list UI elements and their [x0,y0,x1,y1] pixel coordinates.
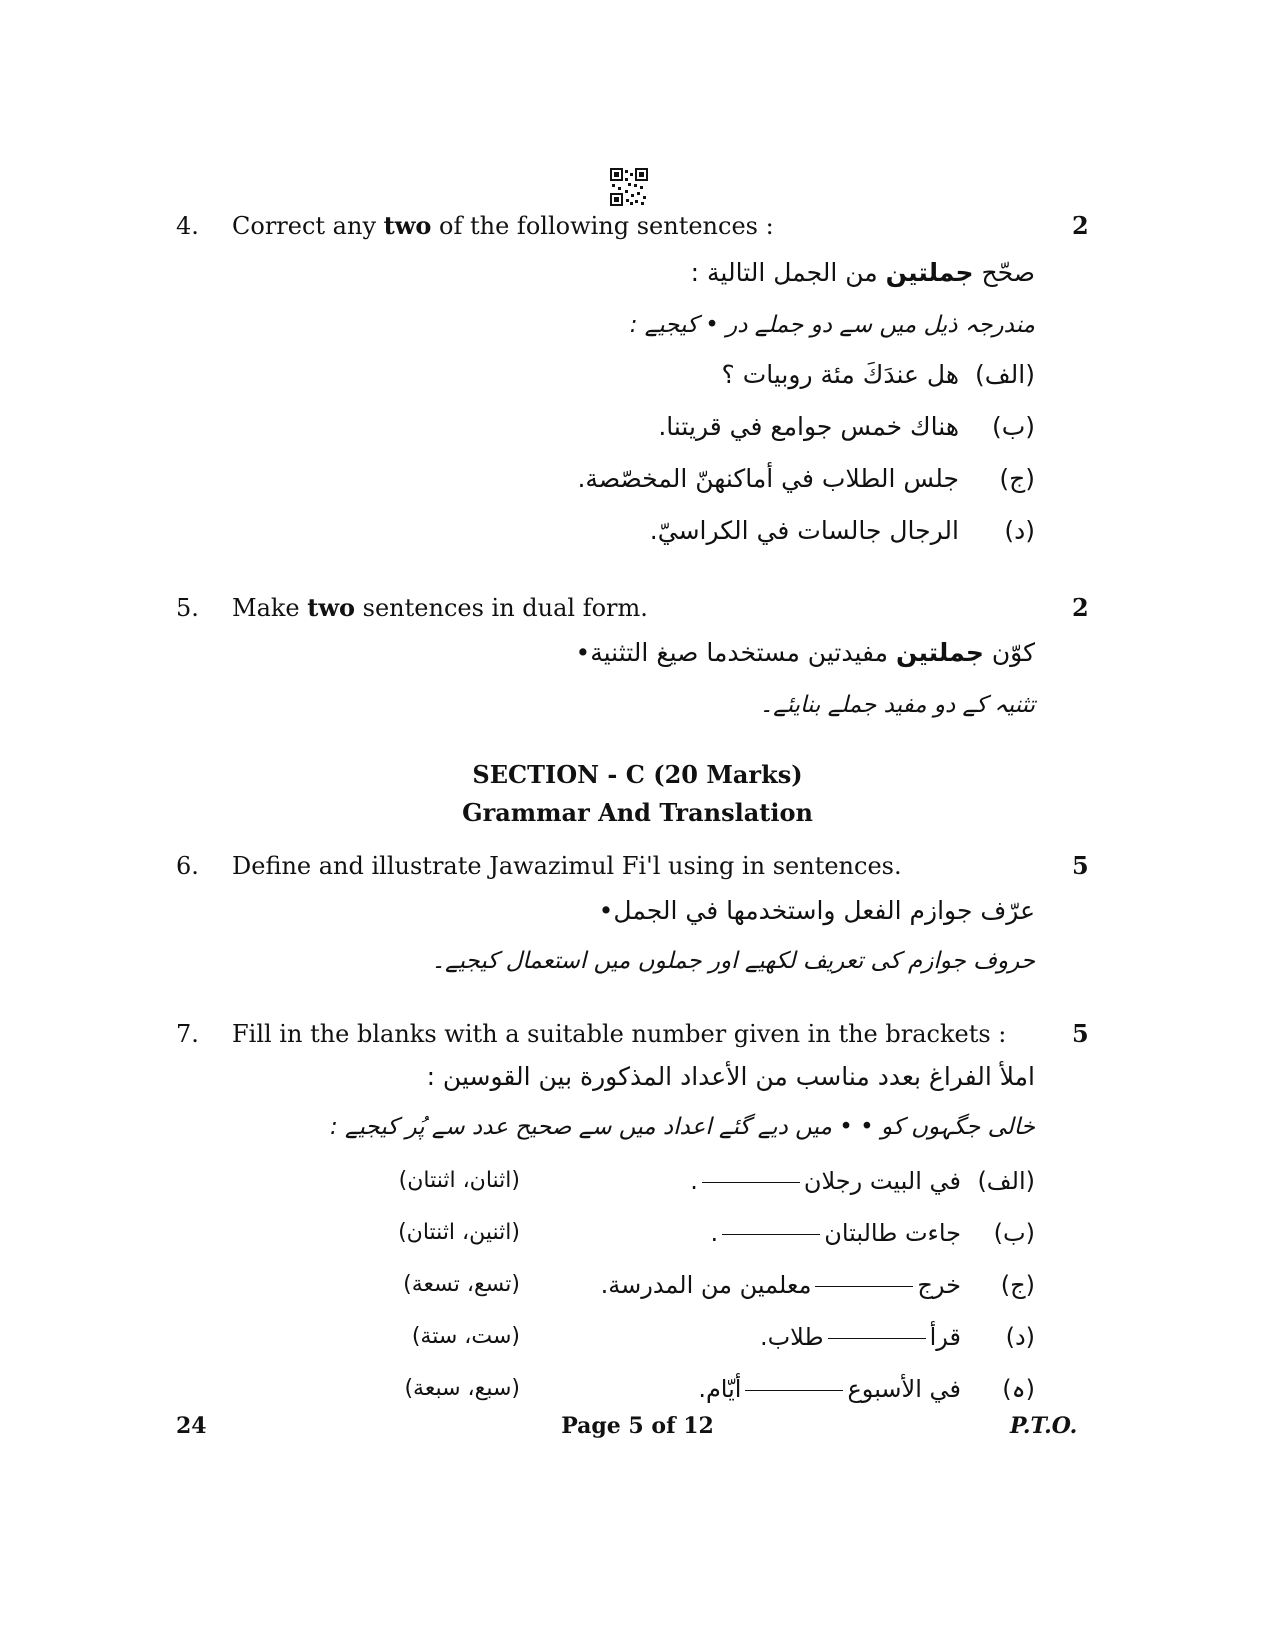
q7-number: 7. [176,1020,199,1048]
q4-option: (د)الرجال جالسات في الكراسيّ. [649,516,1035,545]
q7-option-hint: (تسع، تسعة) [403,1272,520,1297]
q6-arabic-instruction: عرّف جوازم الفعل واستخدمها في الجمل• [598,896,1035,925]
option-label: (ہ) [1002,1375,1035,1403]
option-label: (د) [1005,1323,1035,1351]
option-sentence: في البيت رجلان. [690,1167,961,1195]
answer-blank[interactable] [745,1390,843,1391]
section-title: SECTION - C (20 Marks) [472,760,803,789]
q4-option: (ب)هناك خمس جوامع في قريتنا. [658,412,1035,441]
q7-text: Fill in the blanks with a suitable number given in the brackets : [232,1020,1007,1048]
q7-option-hint: (سبع، سبعة) [404,1376,520,1401]
qr-code-icon [610,168,648,206]
paper-code: 24 [176,1413,207,1439]
q7-option-hint: (ست، ستة) [411,1324,520,1349]
answer-blank[interactable] [702,1182,800,1183]
q4-option: (الف)هل عندَكَ مئة روبيات ؟ [721,360,1035,389]
q4-number: 4. [176,212,199,240]
answer-blank[interactable] [722,1234,820,1235]
q7-arabic-instruction: املأ الفراغ بعدد مناسب من الأعداد المذكورة بين القوسين : [426,1062,1035,1091]
option-label: (ج) [1000,1271,1035,1299]
pto-label: P.T.O. [1010,1413,1078,1439]
q6-urdu-instruction: حروف جوازم کی تعریف لکھیے اور جملوں میں استعمال کیجیے۔ [431,948,1035,974]
q6-number: 6. [176,852,199,880]
option-sentence: قرأطلاب. [759,1323,961,1351]
section-subtitle: Grammar And Translation [462,798,813,827]
page-number: Page 5 of 12 [561,1413,714,1439]
q6-text: Define and illustrate Jawazimul Fi'l using in sentences. [232,852,902,880]
q7-urdu-instruction: خالی جگہوں کو • • میں دیے گئے اعداد میں سے صحیح عدد سے پُر کیجیے : [329,1114,1035,1140]
answer-blank[interactable] [815,1286,913,1287]
q7-option-hint: (اثنان، اثنتان) [398,1168,520,1193]
q5-arabic-instruction: كوّن جملتين مفيدتين مستخدما صيغ التثنية• [575,638,1035,667]
q4-option: (ج)جلس الطلاب في أماكنهنّ المخصّصة. [577,464,1035,493]
option-label: (ب) [993,1219,1035,1247]
option-sentence: جاءت طالبتان. [710,1219,961,1247]
q5-number: 5. [176,594,199,622]
q4-arabic-instruction: صحّح جملتين من الجمل التالية : [690,258,1035,287]
q5-text: Make two sentences in dual form. [232,593,648,622]
option-sentence: خرجمعلمين من المدرسة. [600,1271,961,1299]
q4-urdu-instruction: مندرجہ ذیل میں سے دو جملے در • کیجیے : [629,312,1035,338]
answer-blank[interactable] [828,1338,926,1339]
option-label: (الف) [977,1167,1035,1195]
q7-option-hint: (اثنين، اثنتان) [398,1220,520,1245]
q5-marks: 2 [1072,593,1089,622]
q7-marks: 5 [1072,1019,1089,1048]
q5-urdu-instruction: تثنیہ کے دو مفید جملے بنایئے۔ [759,692,1035,718]
q6-marks: 5 [1072,851,1089,880]
q4-marks: 2 [1072,211,1089,240]
option-sentence: في الأسبوعأيّام. [698,1375,961,1403]
q4-text: Correct any two of the following sentences : [232,211,774,240]
